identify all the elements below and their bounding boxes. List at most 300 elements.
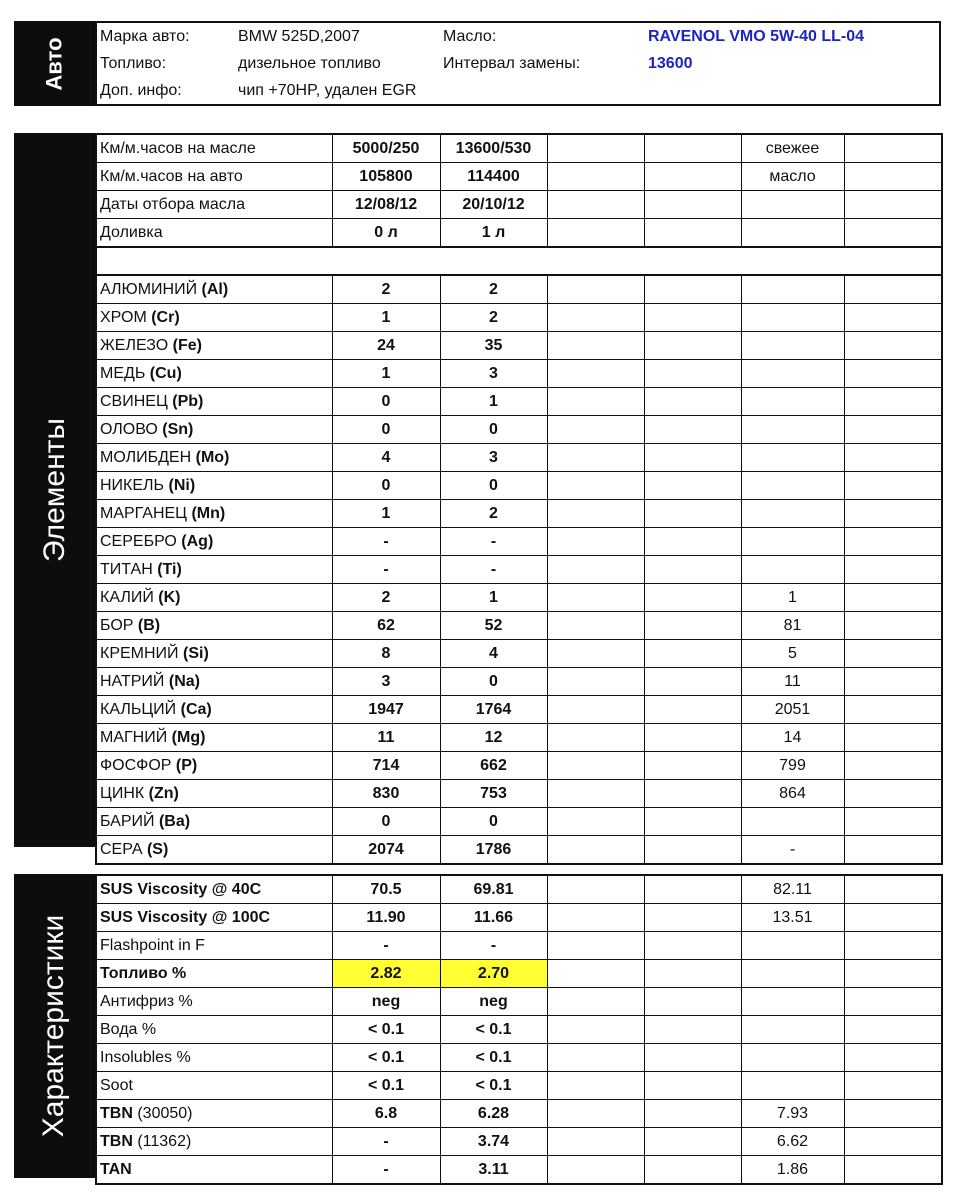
characteristic-name bbox=[96, 960, 332, 988]
element-name: БАРИЙ (Ba) bbox=[96, 808, 332, 836]
element-name: МОЛИБДЕН (Mo) bbox=[96, 444, 332, 472]
elements-side-text: Элементы bbox=[37, 418, 71, 562]
characteristic-name: Soot bbox=[96, 1072, 332, 1100]
empty-cell bbox=[644, 444, 741, 472]
empty-cell bbox=[547, 500, 644, 528]
sample2-value: 0 bbox=[440, 668, 547, 696]
element-row bbox=[96, 416, 942, 444]
empty-cell bbox=[644, 500, 741, 528]
info-value: чип +70HP, удален EGR bbox=[238, 82, 417, 99]
sample1-value: - bbox=[332, 556, 440, 584]
sample2-value: 2.70 bbox=[440, 960, 547, 988]
element-row bbox=[96, 808, 942, 836]
fresh-oil-value: 2051 bbox=[741, 696, 844, 724]
element-row bbox=[96, 612, 942, 640]
sample1-value: 830 bbox=[332, 780, 440, 808]
element-row bbox=[96, 696, 942, 724]
fresh-oil-value bbox=[741, 556, 844, 584]
empty-cell bbox=[844, 472, 942, 500]
empty-cell bbox=[644, 668, 741, 696]
element-symbol: (Mo) bbox=[195, 448, 230, 466]
empty-cell bbox=[844, 668, 942, 696]
empty-cell bbox=[547, 416, 644, 444]
sample1-value: 11 bbox=[332, 724, 440, 752]
empty-cell bbox=[844, 612, 942, 640]
fresh-oil-value: свежее bbox=[741, 134, 844, 163]
characteristic-row bbox=[96, 988, 942, 1016]
sample2-value: 52 bbox=[440, 612, 547, 640]
empty-cell bbox=[547, 752, 644, 780]
element-name: КАЛЬЦИЙ (Ca) bbox=[96, 696, 332, 724]
sample2-value: 3.74 bbox=[440, 1128, 547, 1156]
sample1-value: - bbox=[332, 932, 440, 960]
sample2-value: 0 bbox=[440, 808, 547, 836]
empty-cell bbox=[844, 275, 942, 304]
empty-cell bbox=[547, 960, 644, 988]
characteristics-side-label bbox=[14, 874, 95, 1178]
sample2-value: 13600/530 bbox=[440, 134, 547, 163]
sample2-value: 35 bbox=[440, 332, 547, 360]
row-label: Доливка bbox=[96, 219, 332, 248]
element-name: МАГНИЙ (Mg) bbox=[96, 724, 332, 752]
empty-cell bbox=[844, 163, 942, 191]
characteristic-name: TBN (11362) bbox=[96, 1128, 332, 1156]
fresh-oil-value bbox=[741, 444, 844, 472]
characteristic-row bbox=[96, 1044, 942, 1072]
empty-cell bbox=[644, 584, 741, 612]
sample2-value: < 0.1 bbox=[440, 1016, 547, 1044]
fresh-oil-value: 81 bbox=[741, 612, 844, 640]
empty-cell bbox=[844, 875, 942, 904]
sample2-value: 20/10/12 bbox=[440, 191, 547, 219]
fresh-oil-value bbox=[741, 332, 844, 360]
element-symbol: (Si) bbox=[183, 644, 209, 662]
element-name: КАЛИЙ (K) bbox=[96, 584, 332, 612]
characteristic-row bbox=[96, 1100, 942, 1128]
empty-cell bbox=[644, 1072, 741, 1100]
empty-cell bbox=[547, 640, 644, 668]
empty-cell bbox=[644, 163, 741, 191]
element-name: АЛЮМИНИЙ (Al) bbox=[96, 275, 332, 304]
empty-cell bbox=[844, 528, 942, 556]
empty-cell bbox=[644, 1016, 741, 1044]
empty-cell bbox=[644, 134, 741, 163]
sample1-value: 105800 bbox=[332, 163, 440, 191]
empty-cell bbox=[844, 360, 942, 388]
element-symbol: (Pb) bbox=[172, 392, 204, 410]
fresh-oil-value: масло bbox=[741, 163, 844, 191]
row-label: Км/м.часов на авто bbox=[96, 163, 332, 191]
sample2-value: 2 bbox=[440, 304, 547, 332]
empty-cell bbox=[844, 904, 942, 932]
empty-cell bbox=[844, 388, 942, 416]
empty-cell bbox=[844, 584, 942, 612]
element-symbol: (Cr) bbox=[151, 308, 180, 326]
fresh-oil-value bbox=[741, 472, 844, 500]
fuel-value: дизельное топливо bbox=[238, 55, 381, 72]
element-row bbox=[96, 360, 942, 388]
fresh-oil-value: 14 bbox=[741, 724, 844, 752]
empty-cell bbox=[644, 836, 741, 865]
element-row bbox=[96, 275, 942, 304]
empty-cell bbox=[844, 724, 942, 752]
element-row bbox=[96, 500, 942, 528]
sample2-value: 1 bbox=[440, 388, 547, 416]
sample1-value: 12/08/12 bbox=[332, 191, 440, 219]
fresh-oil-value: - bbox=[741, 836, 844, 865]
element-name: МЕДЬ (Cu) bbox=[96, 360, 332, 388]
fresh-oil-value: 5 bbox=[741, 640, 844, 668]
empty-cell bbox=[844, 988, 942, 1016]
sample1-value: 5000/250 bbox=[332, 134, 440, 163]
sample1-value: 0 bbox=[332, 808, 440, 836]
empty-cell bbox=[844, 1128, 942, 1156]
sample2-value: < 0.1 bbox=[440, 1072, 547, 1100]
fresh-oil-value bbox=[741, 360, 844, 388]
sample-info-row bbox=[96, 191, 942, 219]
elements-section bbox=[14, 133, 941, 858]
element-symbol: (Ni) bbox=[168, 476, 196, 494]
element-row bbox=[96, 528, 942, 556]
sample2-value: 753 bbox=[440, 780, 547, 808]
empty-cell bbox=[644, 780, 741, 808]
empty-cell bbox=[644, 988, 741, 1016]
empty-cell bbox=[547, 556, 644, 584]
element-symbol: (Fe) bbox=[172, 336, 202, 354]
sample1-value: 0 bbox=[332, 388, 440, 416]
empty-cell bbox=[844, 556, 942, 584]
sample1-value: neg bbox=[332, 988, 440, 1016]
auto-info-box bbox=[95, 21, 941, 106]
element-name: НИКЕЛЬ (Ni) bbox=[96, 472, 332, 500]
fresh-oil-value: 799 bbox=[741, 752, 844, 780]
element-symbol: (Ba) bbox=[158, 812, 191, 830]
sample2-value: 1786 bbox=[440, 836, 547, 865]
empty-cell bbox=[844, 752, 942, 780]
info-label: Доп. инфо: bbox=[100, 82, 182, 99]
empty-cell bbox=[844, 780, 942, 808]
sample2-value: - bbox=[440, 528, 547, 556]
empty-cell bbox=[644, 219, 741, 248]
sample2-value: 114400 bbox=[440, 163, 547, 191]
sample2-value: - bbox=[440, 932, 547, 960]
empty-cell bbox=[844, 304, 942, 332]
sample1-value: 0 bbox=[332, 416, 440, 444]
sample2-value: 6.28 bbox=[440, 1100, 547, 1128]
sample1-value: 3 bbox=[332, 668, 440, 696]
characteristic-name: Insolubles % bbox=[96, 1044, 332, 1072]
element-symbol: (Cu) bbox=[149, 364, 182, 382]
auto-side-text: Авто bbox=[41, 36, 67, 91]
element-name: КРЕМНИЙ (Si) bbox=[96, 640, 332, 668]
element-row bbox=[96, 780, 942, 808]
element-row bbox=[96, 472, 942, 500]
elements-table bbox=[95, 133, 943, 865]
empty-cell bbox=[844, 500, 942, 528]
element-row bbox=[96, 668, 942, 696]
empty-cell bbox=[844, 332, 942, 360]
sample2-value: 3 bbox=[440, 444, 547, 472]
characteristic-name-bold: TAN bbox=[100, 1160, 132, 1178]
sample1-value: 2 bbox=[332, 275, 440, 304]
fresh-oil-value bbox=[741, 1072, 844, 1100]
brand-label: Марка авто: bbox=[100, 28, 190, 45]
sample2-value: 0 bbox=[440, 416, 547, 444]
empty-cell bbox=[644, 528, 741, 556]
empty-cell bbox=[644, 1156, 741, 1185]
fresh-oil-value: 6.62 bbox=[741, 1128, 844, 1156]
element-symbol: (S) bbox=[146, 840, 169, 858]
element-symbol: (Al) bbox=[201, 280, 229, 298]
empty-cell bbox=[844, 191, 942, 219]
element-name: ОЛОВО (Sn) bbox=[96, 416, 332, 444]
sample2-value: 1 bbox=[440, 584, 547, 612]
sample2-value: 3 bbox=[440, 360, 547, 388]
sample1-value: 2 bbox=[332, 584, 440, 612]
element-name: НАТРИЙ (Na) bbox=[96, 668, 332, 696]
empty-cell bbox=[547, 134, 644, 163]
element-row bbox=[96, 724, 942, 752]
sample1-value: 62 bbox=[332, 612, 440, 640]
empty-cell bbox=[547, 304, 644, 332]
empty-cell bbox=[547, 528, 644, 556]
sample1-value: 2074 bbox=[332, 836, 440, 865]
sample1-value: 11.90 bbox=[332, 904, 440, 932]
fresh-oil-value bbox=[741, 191, 844, 219]
characteristic-name bbox=[96, 1156, 332, 1185]
empty-cell bbox=[844, 1156, 942, 1185]
empty-cell bbox=[547, 1072, 644, 1100]
sample2-value: 2 bbox=[440, 500, 547, 528]
element-name: СЕРА (S) bbox=[96, 836, 332, 865]
characteristic-row bbox=[96, 960, 942, 988]
oil-label: Масло: bbox=[443, 28, 497, 45]
element-name: БОР (B) bbox=[96, 612, 332, 640]
empty-cell bbox=[644, 752, 741, 780]
empty-cell bbox=[547, 444, 644, 472]
sample1-value: < 0.1 bbox=[332, 1044, 440, 1072]
fresh-oil-value bbox=[741, 304, 844, 332]
fresh-oil-value: 7.93 bbox=[741, 1100, 844, 1128]
characteristic-row bbox=[96, 1156, 942, 1185]
element-name: СЕРЕБРО (Ag) bbox=[96, 528, 332, 556]
empty-cell bbox=[844, 134, 942, 163]
fresh-oil-value: 11 bbox=[741, 668, 844, 696]
characteristic-row bbox=[96, 1128, 942, 1156]
empty-cell bbox=[547, 584, 644, 612]
sample1-value: < 0.1 bbox=[332, 1072, 440, 1100]
empty-cell bbox=[644, 1100, 741, 1128]
element-symbol: (Mn) bbox=[191, 504, 226, 522]
element-row bbox=[96, 304, 942, 332]
fresh-oil-value bbox=[741, 988, 844, 1016]
element-symbol: (Na) bbox=[168, 672, 200, 690]
element-symbol: (Sn) bbox=[162, 420, 194, 438]
empty-cell bbox=[547, 219, 644, 248]
sample1-value: 8 bbox=[332, 640, 440, 668]
elements-side-label bbox=[14, 133, 95, 847]
fresh-oil-value: 1 bbox=[741, 584, 844, 612]
sample2-value: 11.66 bbox=[440, 904, 547, 932]
empty-cell bbox=[844, 960, 942, 988]
sample1-value: 6.8 bbox=[332, 1100, 440, 1128]
empty-cell bbox=[844, 932, 942, 960]
empty-cell bbox=[644, 388, 741, 416]
characteristic-name-bold: TBN bbox=[100, 1132, 133, 1150]
auto-section bbox=[14, 21, 941, 106]
empty-cell bbox=[547, 875, 644, 904]
sample-info-row bbox=[96, 134, 942, 163]
row-label: Даты отбора масла bbox=[96, 191, 332, 219]
empty-cell bbox=[644, 932, 741, 960]
element-row bbox=[96, 388, 942, 416]
empty-cell bbox=[844, 1100, 942, 1128]
fresh-oil-value bbox=[741, 960, 844, 988]
element-symbol: (Ag) bbox=[181, 532, 214, 550]
element-symbol: (Ca) bbox=[180, 700, 212, 718]
characteristic-name-bold: SUS Viscosity @ 40C bbox=[100, 880, 262, 898]
empty-cell bbox=[547, 1100, 644, 1128]
element-row bbox=[96, 640, 942, 668]
empty-cell bbox=[644, 416, 741, 444]
sample2-value: 2 bbox=[440, 275, 547, 304]
element-symbol: (Mg) bbox=[171, 728, 206, 746]
empty-cell bbox=[547, 808, 644, 836]
element-name: МАРГАНЕЦ (Mn) bbox=[96, 500, 332, 528]
sample2-value: 1 л bbox=[440, 219, 547, 248]
characteristics-section bbox=[14, 874, 941, 1178]
empty-cell bbox=[844, 808, 942, 836]
empty-cell bbox=[547, 904, 644, 932]
fresh-oil-value: 1.86 bbox=[741, 1156, 844, 1185]
empty-cell bbox=[547, 275, 644, 304]
sample2-value: 69.81 bbox=[440, 875, 547, 904]
empty-cell bbox=[644, 1044, 741, 1072]
element-row bbox=[96, 444, 942, 472]
characteristics-side-text: Характеристики bbox=[37, 914, 71, 1138]
empty-cell bbox=[844, 219, 942, 248]
sample1-value: 2.82 bbox=[332, 960, 440, 988]
empty-cell bbox=[547, 1128, 644, 1156]
element-symbol: (Ti) bbox=[157, 560, 182, 578]
sample2-value: 1764 bbox=[440, 696, 547, 724]
element-name: ТИТАН (Ti) bbox=[96, 556, 332, 584]
empty-cell bbox=[547, 191, 644, 219]
empty-cell bbox=[644, 875, 741, 904]
empty-cell bbox=[547, 1044, 644, 1072]
empty-cell bbox=[547, 360, 644, 388]
empty-cell bbox=[644, 960, 741, 988]
fresh-oil-value bbox=[741, 275, 844, 304]
interval-label: Интервал замены: bbox=[443, 55, 581, 72]
sample2-value: neg bbox=[440, 988, 547, 1016]
element-row bbox=[96, 332, 942, 360]
sample1-value: 1 bbox=[332, 500, 440, 528]
empty-cell bbox=[844, 416, 942, 444]
fresh-oil-value bbox=[741, 416, 844, 444]
sample1-value: 1 bbox=[332, 304, 440, 332]
characteristic-name: TBN (30050) bbox=[96, 1100, 332, 1128]
empty-cell bbox=[547, 612, 644, 640]
fresh-oil-value bbox=[741, 388, 844, 416]
sample-info-row bbox=[96, 163, 942, 191]
spacer-cell bbox=[96, 247, 942, 275]
auto-side-label bbox=[14, 21, 95, 106]
fresh-oil-value: 864 bbox=[741, 780, 844, 808]
characteristic-row bbox=[96, 932, 942, 960]
element-name: СВИНЕЦ (Pb) bbox=[96, 388, 332, 416]
empty-cell bbox=[547, 472, 644, 500]
empty-cell bbox=[644, 275, 741, 304]
sample1-value: 70.5 bbox=[332, 875, 440, 904]
characteristic-name-bold: SUS Viscosity @ 100C bbox=[100, 908, 271, 926]
element-row bbox=[96, 584, 942, 612]
empty-cell bbox=[644, 556, 741, 584]
sample2-value: < 0.1 bbox=[440, 1044, 547, 1072]
oil-value: RAVENOL VMO 5W-40 LL-04 bbox=[648, 28, 865, 45]
element-symbol: (Zn) bbox=[148, 784, 179, 802]
empty-cell bbox=[644, 724, 741, 752]
empty-cell bbox=[644, 332, 741, 360]
element-row bbox=[96, 752, 942, 780]
sample2-value: 3.11 bbox=[440, 1156, 547, 1185]
sample1-value: < 0.1 bbox=[332, 1016, 440, 1044]
sample1-value: 1947 bbox=[332, 696, 440, 724]
characteristic-row bbox=[96, 1072, 942, 1100]
empty-cell bbox=[644, 904, 741, 932]
fresh-oil-value bbox=[741, 1016, 844, 1044]
element-row bbox=[96, 836, 942, 865]
empty-cell bbox=[644, 612, 741, 640]
empty-cell bbox=[844, 836, 942, 865]
empty-cell bbox=[644, 640, 741, 668]
row-label: Км/м.часов на масле bbox=[96, 134, 332, 163]
characteristic-row bbox=[96, 875, 942, 904]
sample1-value: - bbox=[332, 1156, 440, 1185]
sample1-value: 714 bbox=[332, 752, 440, 780]
characteristics-table bbox=[95, 874, 943, 1185]
characteristic-name-bold: TBN bbox=[100, 1104, 133, 1122]
empty-cell bbox=[547, 668, 644, 696]
characteristic-name bbox=[96, 875, 332, 904]
spacer-row bbox=[96, 247, 942, 275]
empty-cell bbox=[547, 1016, 644, 1044]
empty-cell bbox=[644, 304, 741, 332]
characteristic-name-bold: Топливо % bbox=[100, 964, 187, 982]
sample2-value: 0 bbox=[440, 472, 547, 500]
empty-cell bbox=[644, 360, 741, 388]
empty-cell bbox=[844, 1016, 942, 1044]
empty-cell bbox=[644, 1128, 741, 1156]
empty-cell bbox=[844, 444, 942, 472]
empty-cell bbox=[547, 724, 644, 752]
fresh-oil-value bbox=[741, 219, 844, 248]
sample2-value: - bbox=[440, 556, 547, 584]
empty-cell bbox=[644, 808, 741, 836]
characteristic-name bbox=[96, 904, 332, 932]
empty-cell bbox=[844, 696, 942, 724]
sample-info-row bbox=[96, 219, 942, 248]
characteristic-row bbox=[96, 904, 942, 932]
fresh-oil-value: 13.51 bbox=[741, 904, 844, 932]
sample1-value: 4 bbox=[332, 444, 440, 472]
element-name: ХРОМ (Cr) bbox=[96, 304, 332, 332]
empty-cell bbox=[547, 780, 644, 808]
element-row bbox=[96, 556, 942, 584]
sample1-value: 0 л bbox=[332, 219, 440, 248]
element-symbol: (K) bbox=[158, 588, 181, 606]
element-name: ЦИНК (Zn) bbox=[96, 780, 332, 808]
